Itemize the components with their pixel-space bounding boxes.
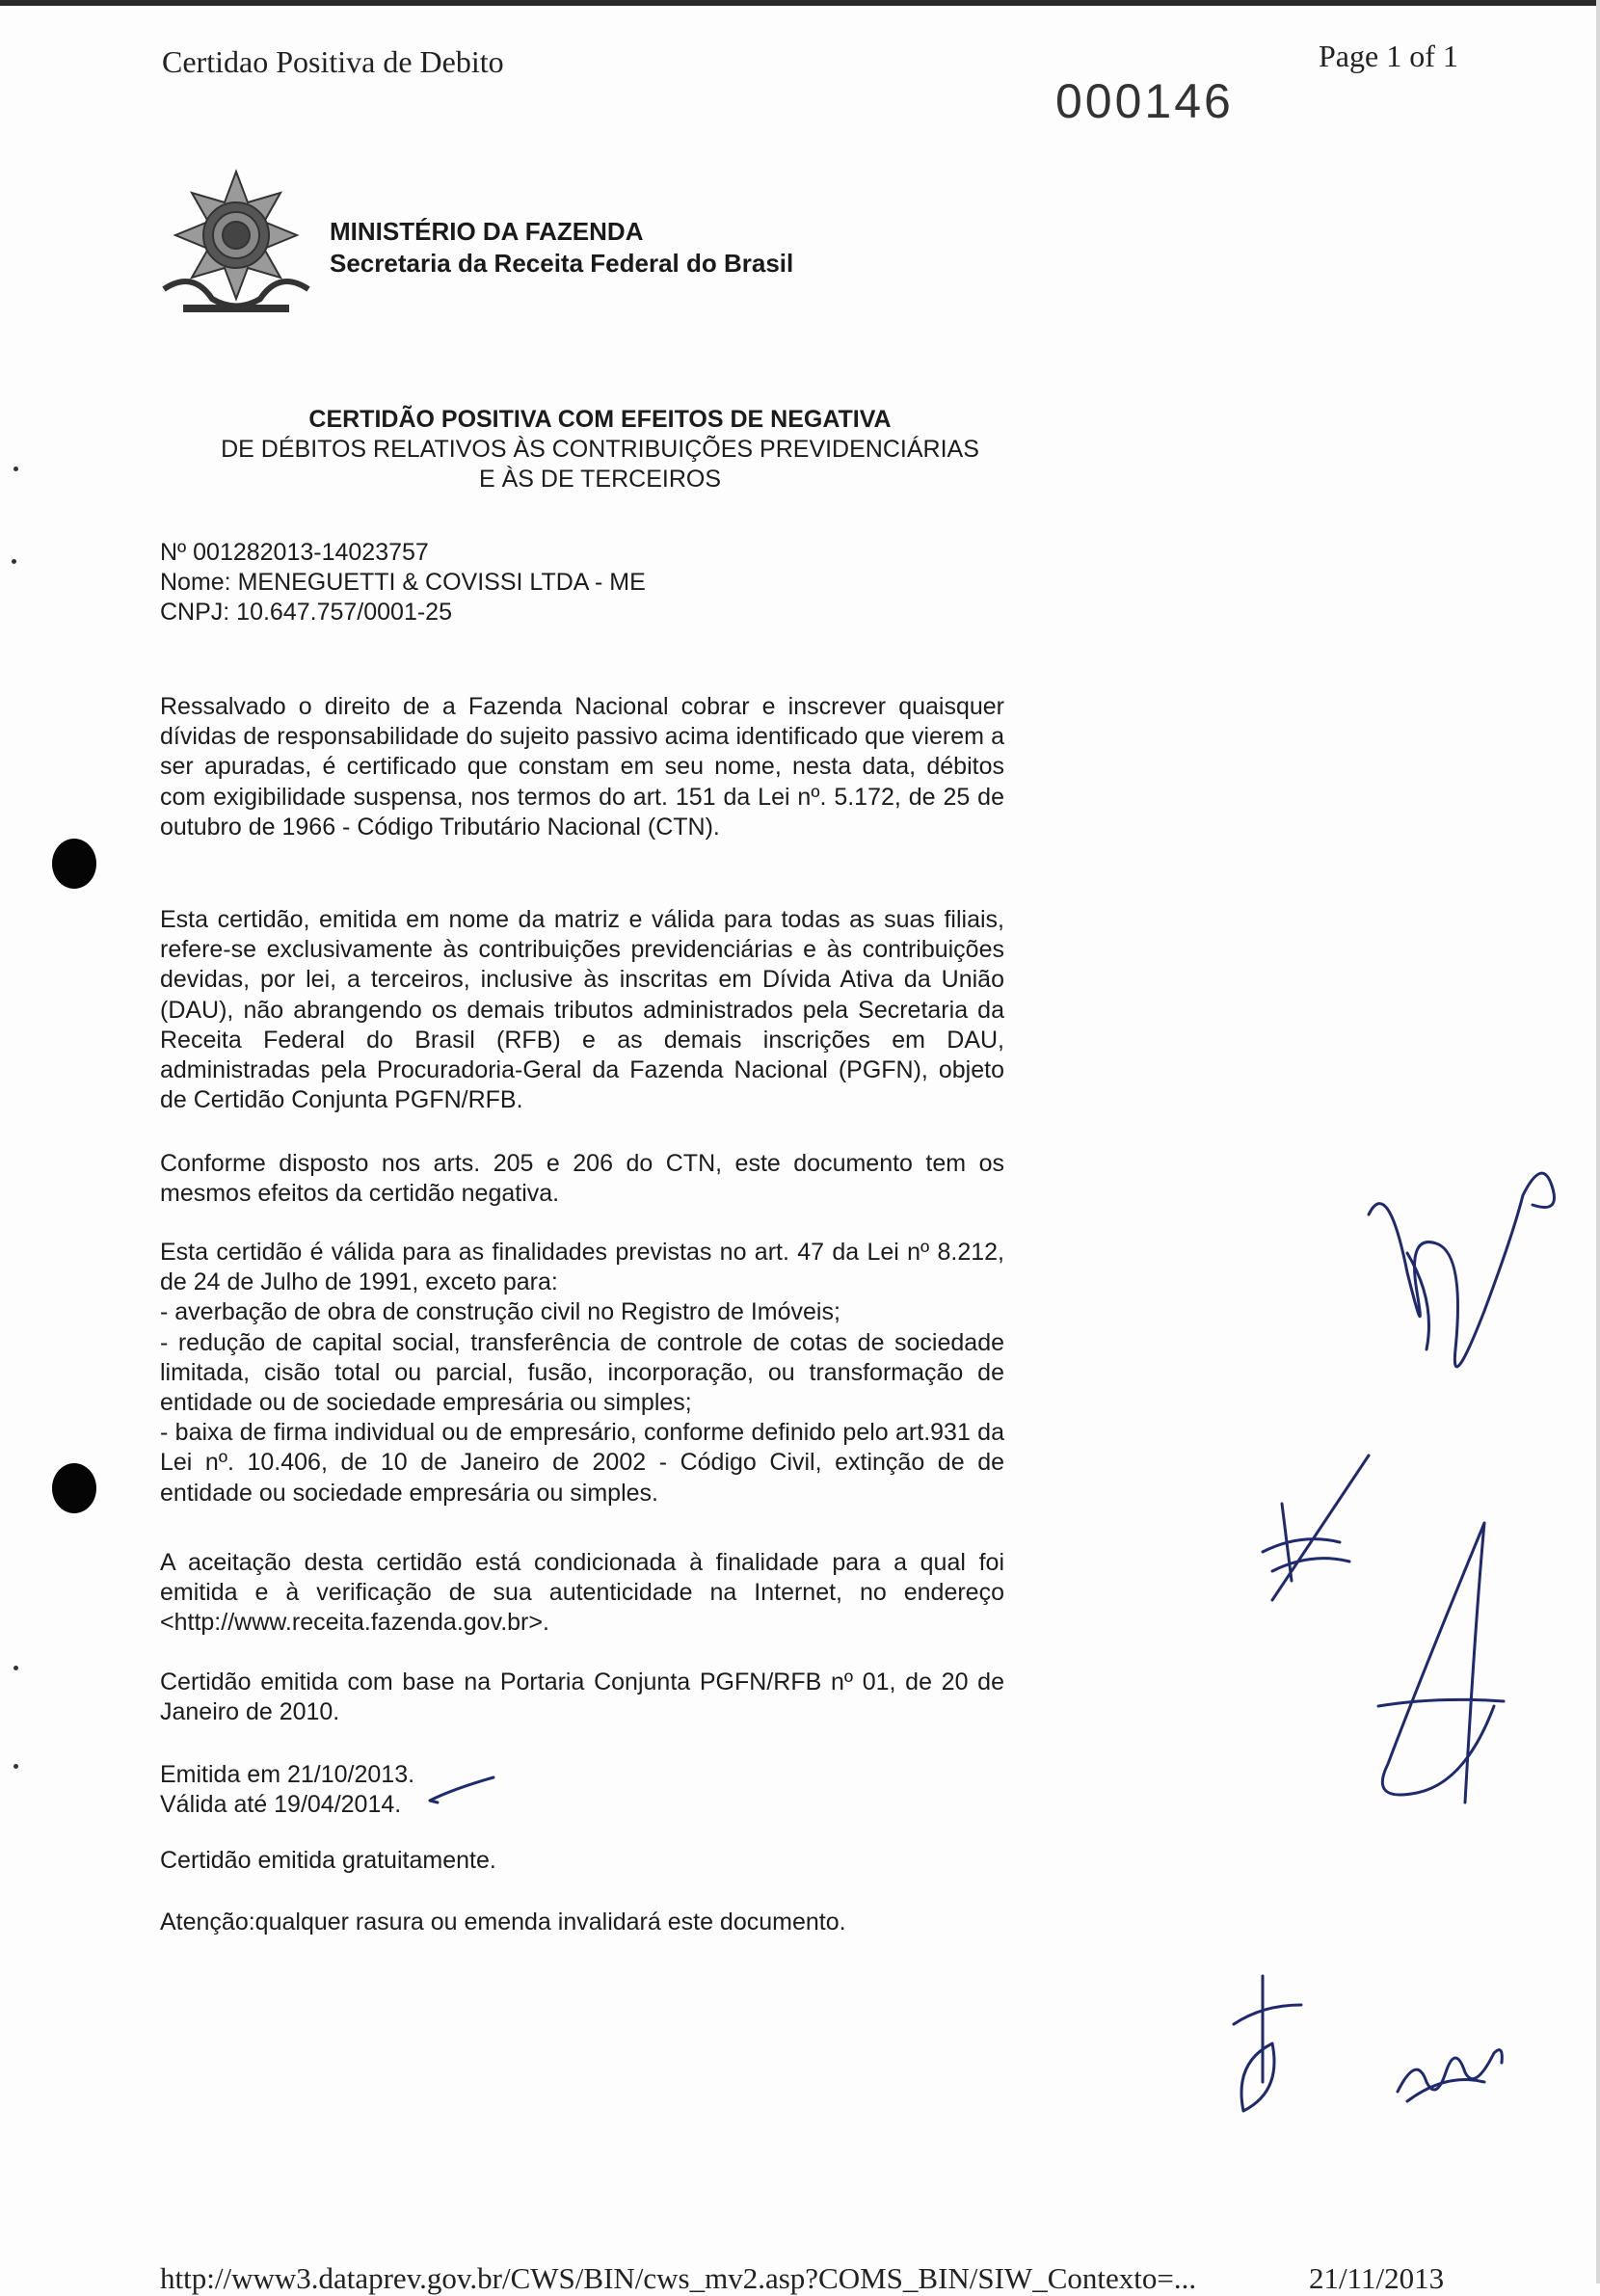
binder-hole-top (52, 839, 96, 889)
paragraph-validity (160, 1238, 1004, 1508)
certificate-title-line-3: E ÀS DE TERCEIROS (479, 466, 721, 493)
certificate-title (0, 405, 1200, 494)
validity-exception-3: - baixa de firma individual ou de empresário, conforme definido pelo art.931 da Lei nº. 10.406, de 10 de Janeiro de 2002 - Código Civil, extinção de de entidade ou sociedade empresária ou simples. (160, 1419, 1004, 1507)
paragraph-effects: Conforme disposto nos arts. 205 e 206 do CTN, este documento tem os mesmos efeitos da certidão negativa. (160, 1150, 1004, 1208)
scan-speck (13, 1764, 18, 1769)
page-stamp-number: 000146 (1055, 74, 1234, 128)
browser-print-title: Certidao Positiva de Debito (162, 44, 504, 79)
scan-speck (13, 467, 18, 471)
paragraph-reservation: Ressalvado o direito de a Fazenda Nacional cobrar e inscrever quaisquer dívidas de responsabilidade do sujeito passivo acima identificado que vierem a ser apuradas, é certificado que constam em seu nome, nesta data, débitos com exigibilidade suspensa, nos termos do art. 151 da Lei nº. 5.172, de 25 de outubro de 1966 - Código Tributário Nacional (CTN). (160, 693, 1004, 841)
certificate-identification (160, 538, 646, 627)
handwritten-initial-2 (1359, 1513, 1513, 1822)
company-name: Nome: MENEGUETTI & COVISSI LTDA - ME (160, 569, 646, 596)
certificate-title-line-1: CERTIDÃO POSITIVA COM EFEITOS DE NEGATIVA (308, 406, 892, 433)
valid-until-date: Válida até 19/04/2014. (160, 1791, 402, 1818)
binder-hole-bottom (52, 1463, 96, 1513)
tamper-warning: Atenção:qualquer rasura ou emenda invalidará este documento. (160, 1909, 846, 1936)
handwritten-tick (424, 1770, 501, 1808)
paragraph-authenticity: A aceitação desta certidão está condicionada à finalidade para a qual foi emitida e à verificação de sua autenticidade na Internet, no endereço <http://www.receita.fazenda.gov.br>. (160, 1549, 1004, 1637)
scan-top-border (0, 0, 1600, 6)
free-issue-note: Certidão emitida gratuitamente. (160, 1847, 496, 1874)
agency-header (330, 216, 793, 280)
scan-speck (13, 1666, 18, 1670)
handwritten-initial-4 (1388, 2024, 1513, 2111)
issue-dates (160, 1760, 414, 1820)
scan-speck (12, 559, 16, 564)
secretariat-name: Secretaria da Receita Federal do Brasil (330, 249, 794, 278)
validity-exception-2: - redução de capital social, transferência de controle de cotas de sociedade limitada, cisão total ou parcial, fusão, incorporação, ou transformação de entidade ou de sociedade empresária ou simples; (160, 1328, 1004, 1417)
certificate-title-line-2: DE DÉBITOS RELATIVOS ÀS CONTRIBUIÇÕES PREVIDENCIÁRIAS (221, 436, 979, 463)
company-cnpj: CNPJ: 10.647.757/0001-25 (160, 599, 452, 626)
certificate-number: Nº 001282013-14023757 (160, 539, 429, 566)
validity-exception-1: - averbação de obra de construção civil no Registro de Imóveis; (160, 1298, 840, 1326)
paragraph-scope: Esta certidão, emitida em nome da matriz e válida para todas as suas filiais, refere-se exclusivamente às contribuições previdenciárias e às contribuições devidas, por lei, a terceiros, inclusive às inscritas em Dívida Ativa da União (DAU), não abrangendo os demais tributos administrados pela Secretaria da Receita Federal do Brasil (RFB) e as demais inscrições em DAU, administradas pela Procuradoria-Geral da Fazenda Nacional (PGFN), objeto de Certidão Conjunta PGFN/RFB. (160, 906, 1004, 1114)
paragraph-legal-basis: Certidão emitida com base na Portaria Conjunta PGFN/RFB nº 01, de 20 de Janeiro de 2010. (160, 1669, 1004, 1726)
page-counter: Page 1 of 1 (1319, 39, 1458, 73)
handwritten-signature-1 (1349, 1157, 1571, 1446)
brazil-coat-of-arms-icon (154, 164, 318, 328)
print-footer-url: http://www3.dataprev.gov.br/CWS/BIN/cws_mv2.asp?COMS_BIN/SIW_Contexto=... (160, 2261, 1197, 2295)
print-footer-date: 21/11/2013 (1309, 2261, 1445, 2295)
scan-right-edge (1596, 0, 1600, 2283)
ministry-name: MINISTÉRIO DA FAZENDA (330, 217, 644, 246)
validity-intro: Esta certidão é válida para as finalidades previstas no art. 47 da Lei nº 8.212, de 24 de Julho de 1991, exceto para: (160, 1239, 1004, 1296)
handwritten-initial-3 (1224, 1966, 1311, 2121)
issued-date: Emitida em 21/10/2013. (160, 1761, 415, 1788)
